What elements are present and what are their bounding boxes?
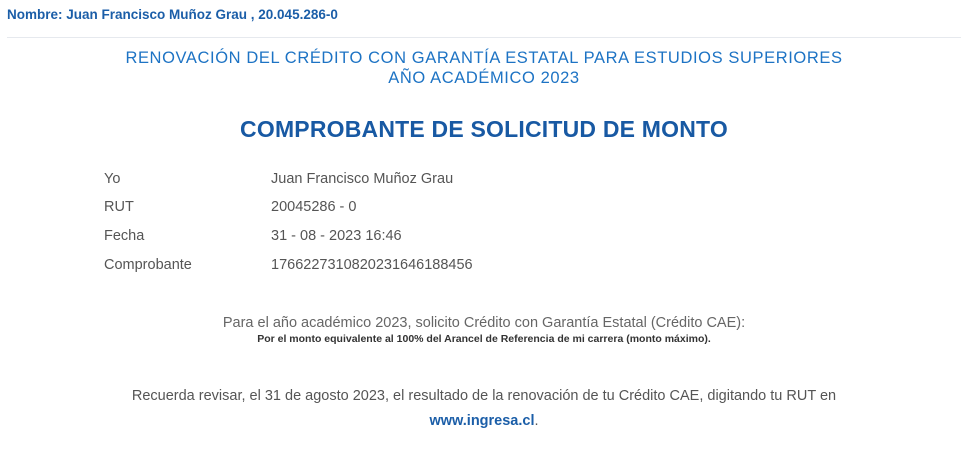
detail-value-fecha: 31 - 08 - 2023 16:46 bbox=[271, 228, 402, 244]
request-statement: Para el año académico 2023, solicito Crédito con Garantía Estatal (Crédito CAE): bbox=[222, 315, 746, 331]
detail-label-comprobante: Comprobante bbox=[104, 257, 192, 273]
reminder-suffix: . bbox=[534, 413, 539, 429]
detail-label-rut: RUT bbox=[104, 199, 134, 215]
detail-label-yo: Yo bbox=[104, 171, 121, 187]
document-title-line1: RENOVACIÓN DEL CRÉDITO CON GARANTÍA ESTATAL PARA ESTUDIOS SUPERIORES bbox=[125, 49, 843, 67]
reminder-text: Recuerda revisar, el 31 de agosto 2023, el resultado de la renovación de tu Crédito CAE, digitando tu RUT en bbox=[131, 388, 837, 404]
detail-value-rut: 20045286 - 0 bbox=[271, 199, 357, 215]
header-divider bbox=[7, 37, 961, 38]
detail-value-yo: Juan Francisco Muñoz Grau bbox=[271, 171, 454, 187]
user-name-header: Nombre: Juan Francisco Muñoz Grau , 20.045.286-0 bbox=[7, 7, 338, 22]
page-heading: COMPROBANTE DE SOLICITUD DE MONTO bbox=[240, 116, 728, 142]
document-title-line2: AÑO ACADÉMICO 2023 bbox=[388, 69, 580, 87]
ingresa-link[interactable]: www.ingresa.cl bbox=[429, 413, 535, 429]
request-amount-detail: Por el monto equivalente al 100% del Arancel de Referencia de mi carrera (monto máximo). bbox=[257, 333, 711, 345]
reminder-link-line bbox=[0, 413, 968, 429]
detail-label-fecha: Fecha bbox=[104, 228, 145, 244]
detail-value-comprobante: 17662273108202316461884​56 bbox=[271, 257, 473, 273]
